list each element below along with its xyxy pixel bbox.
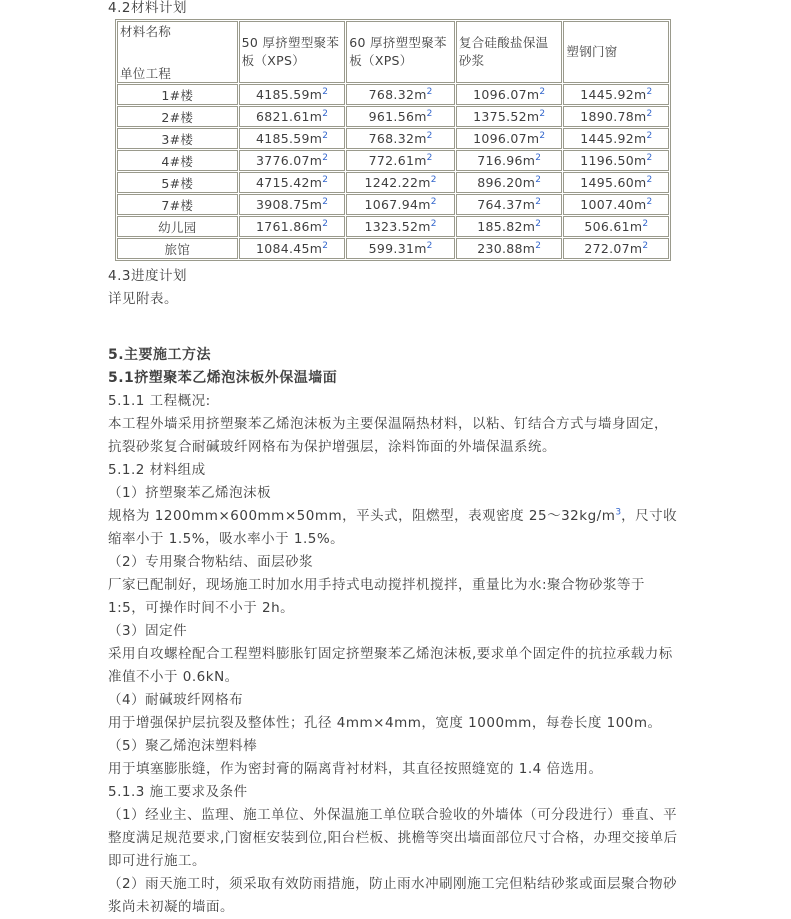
square-meter-superscript: 2 [539,130,546,141]
square-meter-superscript: 2 [646,152,653,163]
paragraph: （4）耐碱玻纤网格布 [108,692,244,708]
paragraph: （1）挤塑聚苯乙烯泡沫板 [108,485,272,501]
unit-project-name-cell: 1#楼 [117,84,238,105]
paragraph: 5.1.2 材料组成 [108,462,206,478]
paragraph: （5）聚乙烯泡沫塑料棒 [108,738,258,754]
heading-5-1: 5.1挤塑聚苯乙烯泡沫板外保温墙面 [108,370,338,386]
unit-project-name-cell: 2#楼 [117,106,238,127]
area-value-cell: $1096.07m^2$ [456,128,563,149]
square-meter-superscript: 2 [535,218,541,229]
unit-project-name-cell: 3#楼 [117,128,238,149]
square-meter-superscript: 2 [430,218,437,229]
table-row [117,238,669,259]
table-row [117,194,669,215]
unit-project-name-cell: 7#楼 [117,194,238,215]
area-value-cell: $764.37m^2$ [456,194,563,215]
square-meter-superscript: 2 [646,130,653,141]
area-value-cell: $1890.78m^2$ [563,106,669,127]
square-meter-superscript: 2 [322,86,328,97]
square-meter-superscript: 2 [535,196,541,207]
section-43 [108,265,680,311]
column-header-xps50: 50 厚挤塑型聚苯板（XPS） [239,21,346,83]
corner-label-unit-project: 单位工程 [120,66,172,81]
column-header-windows: 塑钢门窗 [563,21,669,83]
paragraph: （3）固定件 [108,623,188,639]
paragraph: （2）专用聚合物粘结、面层砂浆 [108,554,314,570]
paragraph: 规格为 1200mm×600mm×50mm，平头式，阻燃型，表观密度 $25\sim 32kg/m^3$，尺寸收缩率小于 1.5%，吸水率小于 1.5%。 [108,507,678,547]
area-value-cell: $1323.52m^2$ [346,216,455,237]
square-meter-superscript: 2 [642,240,649,251]
area-value-cell: $1495.60m^2$ [563,172,669,193]
area-value-cell: $1761.86m^2$ [239,216,346,237]
table-row [117,172,669,193]
area-value-cell: $1445.92m^2$ [563,84,669,105]
square-meter-superscript: 2 [646,108,653,119]
unit-project-name-cell: 旅馆 [117,238,238,259]
unit-project-name-cell: 幼儿园 [117,216,238,237]
table-row [117,84,669,105]
paragraph: （2）雨天施工时，须采取有效防雨措施，防止雨水冲刷刚施工完但粘结砂浆或面层聚合物砂浆尚未初凝的墙面。 [108,876,678,915]
area-value-cell: $768.32m^2$ [346,128,455,149]
area-value-cell: $1007.40m^2$ [563,194,669,215]
square-meter-superscript: 2 [535,152,541,163]
square-meter-superscript: 2 [322,174,328,185]
square-meter-superscript: 2 [539,108,546,119]
unit-project-name-cell: 4#楼 [117,150,238,171]
square-meter-superscript: 2 [322,218,328,229]
square-meter-superscript: 2 [322,196,328,207]
header-row [117,21,669,83]
square-meter-superscript: 2 [322,240,328,251]
paragraph: 采用自攻螺栓配合工程塑料膨胀钉固定挤塑聚苯乙烯泡沫板,要求单个固定件的抗拉承载力标准值不小于 0.6kN。 [108,646,673,685]
materials-table-body [117,84,669,259]
square-meter-superscript: 2 [646,86,653,97]
area-value-cell: $716.96m^2$ [456,150,563,171]
square-meter-superscript: 2 [426,240,433,251]
square-meter-superscript: 2 [646,174,653,185]
corner-cell [117,21,238,83]
area-value-cell: $768.32m^2$ [346,84,455,105]
square-meter-superscript: 2 [426,86,433,97]
area-value-cell: $1096.07m^2$ [456,84,563,105]
area-value-cell: $1067.94m^2$ [346,194,455,215]
table-row [117,150,669,171]
square-meter-superscript: 2 [535,174,541,185]
column-header-mortar: 复合硅酸盐保温砂浆 [456,21,563,83]
square-meter-superscript: 2 [539,86,546,97]
area-value-cell: $6821.61m^2$ [239,106,346,127]
area-value-cell: $230.88m^2$ [456,238,563,259]
area-value-cell: $961.56m^2$ [346,106,455,127]
area-value-cell: $1445.92m^2$ [563,128,669,149]
heading-5: 5.主要施工方法 [108,347,212,363]
materials-table [115,19,671,261]
paragraph: 5.1.1 工程概况: [108,393,211,409]
square-meter-superscript: 2 [646,196,653,207]
table-row [117,106,669,127]
section-42-title: 4.2材料计划 [108,0,187,16]
square-meter-superscript: 2 [322,152,328,163]
corner-label-material: 材料名称 [120,24,172,39]
square-meter-superscript: 2 [426,130,433,141]
paragraph: 5.1.3 施工要求及条件 [108,784,248,800]
area-value-cell: $1196.50m^2$ [563,150,669,171]
square-meter-superscript: 2 [430,196,437,207]
paragraph: 用于增强保护层抗裂及整体性；孔径 4mm×4mm，宽度 1000mm，每卷长度 100m。 [108,715,662,731]
paragraph: 厂家已配制好，现场施工时加水用手持式电动搅拌机搅拌，重量比为水:聚合物砂浆等于 1:5，可操作时间不小于 2h。 [108,577,646,616]
paragraph: （1）经业主、监理、施工单位、外保温施工单位联合验收的外墙体（可分段进行）垂直、平整度满足规范要求,门窗框安装到位,阳台栏板、挑檐等突出墙面部位尺寸合格，办理交接单后即可进行施工。 [108,807,678,869]
materials-table-header [117,21,669,83]
area-value-cell: $4185.59m^2$ [239,84,346,105]
area-value-cell: $272.07m^2$ [563,238,669,259]
paragraph: 用于填塞膨胀缝，作为密封膏的隔离背衬材料，其直径按照缝宽的 1.4 倍选用。 [108,761,603,777]
area-value-cell: $599.31m^2$ [346,238,455,259]
square-meter-superscript: 2 [535,240,541,251]
area-value-cell: $896.20m^2$ [456,172,563,193]
table-row [117,216,669,237]
document-content [108,0,680,919]
area-value-cell: $772.61m^2$ [346,150,455,171]
area-value-cell: $3776.07m^2$ [239,150,346,171]
area-value-cell: $4715.42m^2$ [239,172,346,193]
area-value-cell: $1375.52m^2$ [456,106,563,127]
superscript: 3 [615,507,622,518]
area-value-cell: $185.82m^2$ [456,216,563,237]
section-43-title: 4.3进度计划 [108,268,187,284]
area-value-cell: $506.61m^2$ [563,216,669,237]
area-value-cell: $4185.59m^2$ [239,128,346,149]
area-value-cell: $1084.45m^2$ [239,238,346,259]
square-meter-superscript: 2 [426,108,433,119]
square-meter-superscript: 2 [322,108,328,119]
square-meter-superscript: 2 [426,152,433,163]
column-header-xps60: 60 厚挤塑型聚苯板（XPS） [346,21,455,83]
paragraph: 本工程外墙采用挤塑聚苯乙烯泡沫板为主要保温隔热材料，以粘、钉结合方式与墙身固定，抗裂砂浆复合耐碱玻纤网格布为保护增强层，涂料饰面的外墙保温系统。 [108,416,668,455]
area-value-cell: $3908.75m^2$ [239,194,346,215]
body-paragraphs [108,390,680,919]
area-value-cell: $1242.22m^2$ [346,172,455,193]
table-row [117,128,669,149]
square-meter-superscript: 2 [322,130,328,141]
square-meter-superscript: 2 [642,218,649,229]
unit-project-name-cell: 5#楼 [117,172,238,193]
square-meter-superscript: 2 [430,174,437,185]
section-43-body: 详见附表。 [108,291,178,307]
